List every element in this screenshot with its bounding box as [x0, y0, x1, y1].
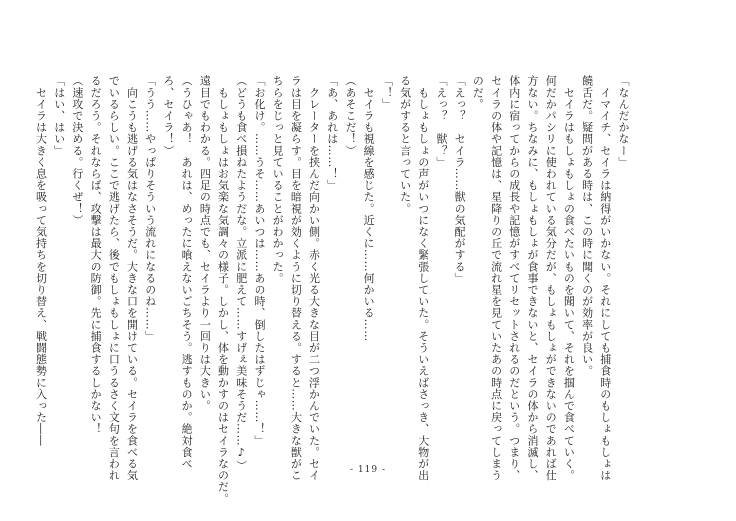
- text-line: ちらをじっと見ていることがわかった。: [271, 75, 285, 284]
- text-line: 方ない。ちなみに、もしょもしょが食事できないと、セイラの体から消滅し、: [525, 75, 539, 481]
- text-line: セイラの体や記憶は、星降りの丘で流れ星を見ていたあの時点に戻ってしまう: [489, 75, 503, 481]
- text-line: 何だかパシリに使われている気分だが、もしょもしょができないのであれば仕: [544, 75, 558, 481]
- text-line: 「お化け。……うそ……あいつは……あの時、倒したはずじゃ……！」: [252, 75, 266, 447]
- page-number: - 119 -: [350, 465, 386, 475]
- text-line: 遠目でもわかる。四足の時点でも、セイラより一回りは大きい。: [198, 75, 212, 412]
- text-line: 「あ、あれは……！」: [325, 75, 339, 191]
- text-line: セイラも視線を感じた。近くに……何かいる……: [362, 75, 376, 342]
- text-line: セイラは大きく息を吸って気持ちを切り替え、戦闘態勢に入った――: [34, 75, 48, 447]
- text-line: （速攻で決める。行くぜ！）: [70, 75, 84, 226]
- text-line: 「えっ？ 獣？」: [434, 75, 448, 168]
- text-line: 「なんだかなー」: [617, 75, 630, 168]
- text-line: クレーターを挟んだ向かい側。赤く光る大きな目が二つ浮かんでいた。セイ: [307, 75, 321, 481]
- text-line: 「うう……やっぱりそういう流れになるのね……」: [143, 75, 157, 342]
- text-line: （あそこだ！）: [343, 75, 357, 157]
- text-line: （うひゃあ！ あれは、めったに喰えないごちそう。逃すものか。絶対食べ: [180, 75, 194, 470]
- text-line: ラは目を凝らす。目を暗視が効くように切り替える。すると……大きな獣がこ: [289, 75, 303, 481]
- text-line: 「えっ？ セイラ……獣の気配がする」: [453, 75, 467, 284]
- text-line: る気がすると言っていた。: [398, 75, 412, 215]
- text-line: イマイチ、セイラは納得がいかない。それにしても捕食時のもしょもしょは: [598, 75, 612, 481]
- text-line: もしょもしょはお気楽な気調々の様子。しかし、体を動かすのはセイラなのだ。: [216, 75, 230, 505]
- text-line: 体内に宿ってからの成長や記憶がすべてリセットされるのだという。つまり、: [507, 75, 521, 481]
- text-line: セイラはもしょもしょの食べたいものを聞いて、それを掴んで食べていく。: [562, 75, 576, 481]
- text-line: ろ、セイラ！）: [161, 75, 175, 157]
- text-line: 「！」: [380, 75, 394, 110]
- text-line: のだ。: [471, 75, 485, 110]
- text-line: 向こうも逃げる気はなさそうだ。大きな口を開けている。セイラを食べる気: [125, 75, 139, 481]
- text-line: 「はい、はい」: [52, 75, 66, 157]
- text-line: もしょもしょの声がいつになく緊張していた。そういえばさっき、大物が出: [416, 75, 430, 481]
- text-line: 饒舌だ。疑問がある時は、この時に聞くのが効率が良い。: [580, 75, 594, 377]
- text-line: でいるらしい。ここで逃げたら、後でもしょもしょに口うるさく文句を言われ: [107, 75, 121, 481]
- text-line: るだろう。それならば、攻撃は最大の防御。先に捕食するしかない！: [89, 75, 103, 435]
- text-line: （どうも食べ損ねたようだな。立派に肥えて……すげぇ美味そうだ……♪）: [234, 75, 248, 472]
